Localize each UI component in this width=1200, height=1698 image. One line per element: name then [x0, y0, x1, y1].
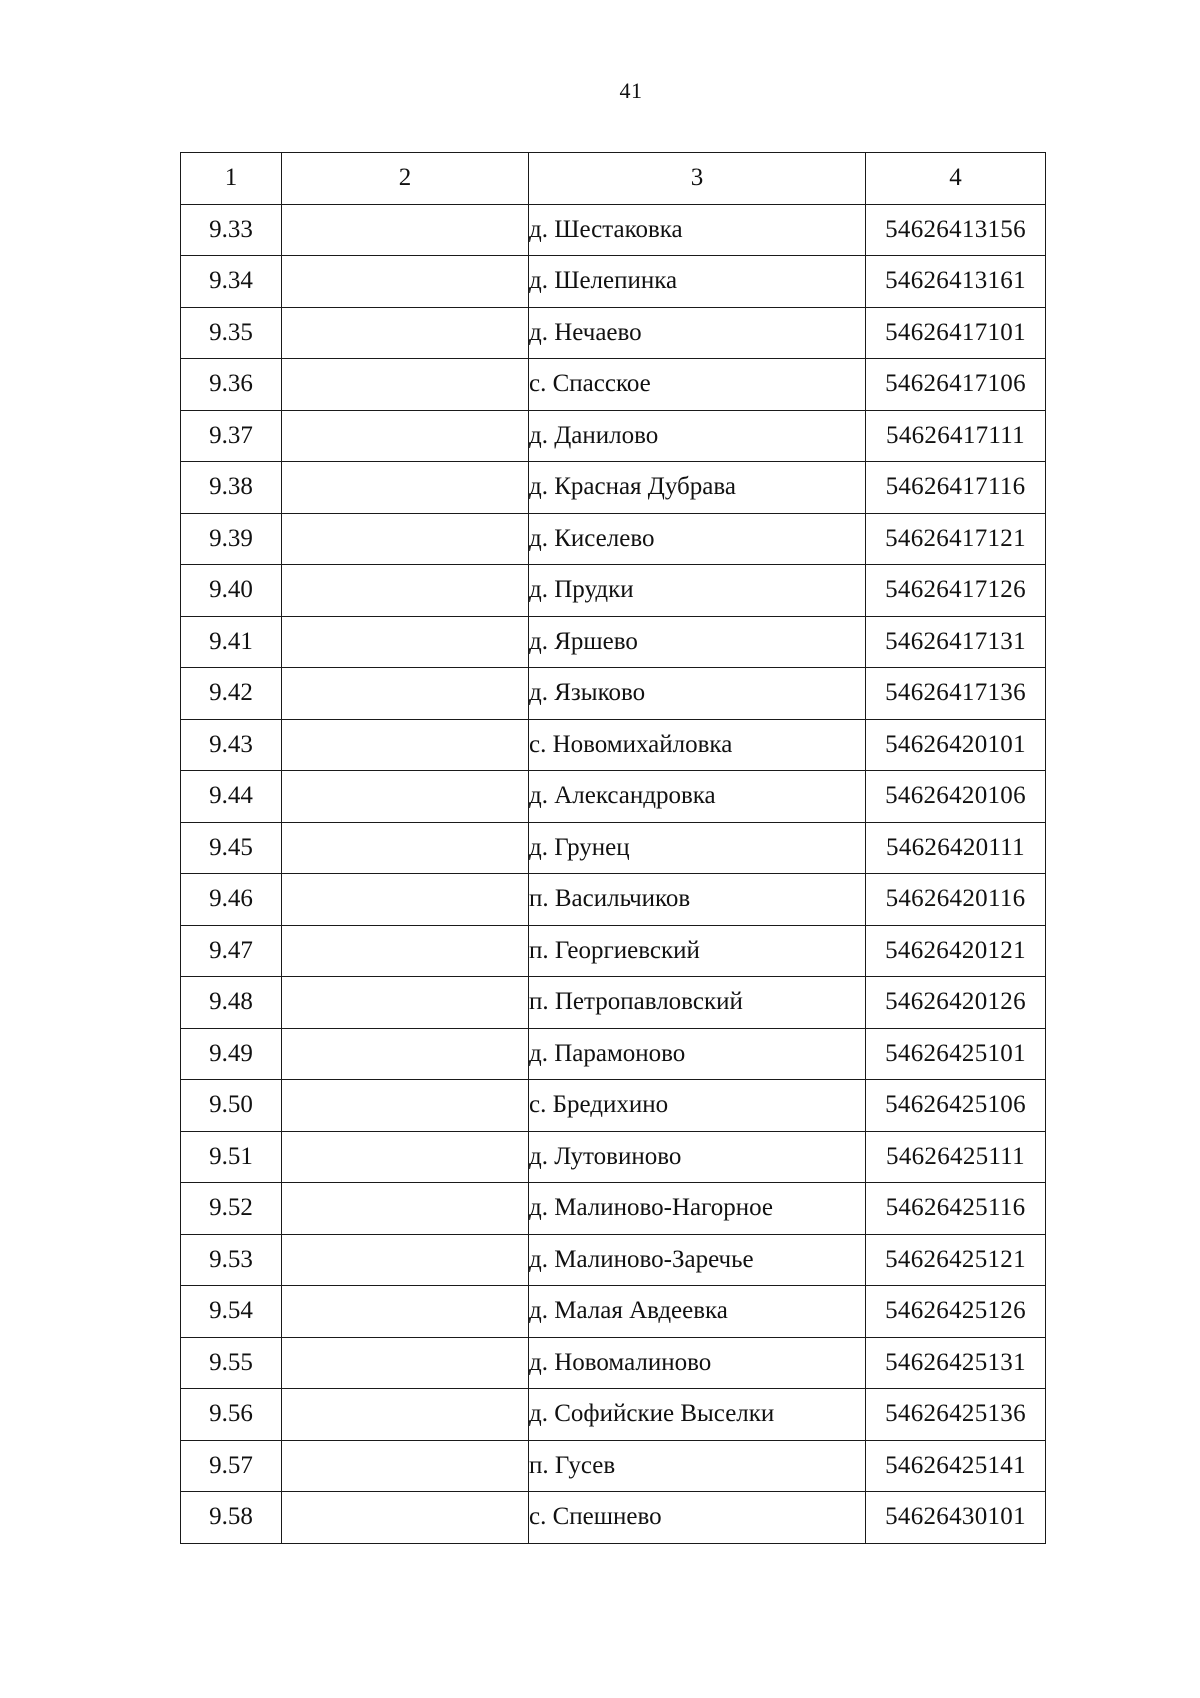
row-number: 9.50: [181, 1080, 282, 1132]
row-column-2: [282, 925, 529, 977]
settlement-name: с. Новомихайловка: [529, 719, 866, 771]
settlement-code: 54626425116: [866, 1183, 1046, 1235]
table-row: [181, 1028, 1046, 1080]
settlement-code: 54626417126: [866, 565, 1046, 617]
table-row: [181, 462, 1046, 514]
row-number: 9.44: [181, 771, 282, 823]
settlement-code: 54626417121: [866, 513, 1046, 565]
table-row: [181, 874, 1046, 926]
settlement-name: п. Петропавловский: [529, 977, 866, 1029]
row-column-2: [282, 1389, 529, 1441]
row-number: 9.37: [181, 410, 282, 462]
settlement-code: 54626420126: [866, 977, 1046, 1029]
row-column-2: [282, 874, 529, 926]
table-body: [181, 153, 1046, 1544]
row-column-2: [282, 462, 529, 514]
row-column-2: [282, 822, 529, 874]
table-row: [181, 565, 1046, 617]
settlement-code: 54626430101: [866, 1492, 1046, 1544]
table-row: [181, 668, 1046, 720]
header-cell-3: 3: [529, 153, 866, 205]
table-row: [181, 513, 1046, 565]
settlement-name: д. Прудки: [529, 565, 866, 617]
settlement-name: д. Киселево: [529, 513, 866, 565]
settlement-name: д. Александровка: [529, 771, 866, 823]
row-number: 9.57: [181, 1440, 282, 1492]
row-column-2: [282, 1080, 529, 1132]
row-number: 9.48: [181, 977, 282, 1029]
row-column-2: [282, 977, 529, 1029]
row-column-2: [282, 668, 529, 720]
settlement-name: д. Языково: [529, 668, 866, 720]
settlement-code: 54626417101: [866, 307, 1046, 359]
settlement-code: 54626417106: [866, 359, 1046, 411]
settlement-code: 54626420116: [866, 874, 1046, 926]
row-column-2: [282, 513, 529, 565]
header-cell-2: 2: [282, 153, 529, 205]
header-cell-4: 4: [866, 153, 1046, 205]
row-column-2: [282, 307, 529, 359]
settlement-code: 54626425111: [866, 1131, 1046, 1183]
row-column-2: [282, 616, 529, 668]
row-number: 9.38: [181, 462, 282, 514]
header-cell-1: 1: [181, 153, 282, 205]
table-row: [181, 204, 1046, 256]
page-number: 41: [619, 78, 643, 103]
table-row: [181, 1389, 1046, 1441]
row-number: 9.40: [181, 565, 282, 617]
settlement-code: 54626425106: [866, 1080, 1046, 1132]
row-number: 9.47: [181, 925, 282, 977]
settlement-name: д. Яршево: [529, 616, 866, 668]
table-row: [181, 1440, 1046, 1492]
row-column-2: [282, 1234, 529, 1286]
table-row: [181, 925, 1046, 977]
row-column-2: [282, 1337, 529, 1389]
row-number: 9.52: [181, 1183, 282, 1235]
row-column-2: [282, 359, 529, 411]
settlement-code: 54626425136: [866, 1389, 1046, 1441]
table-row: [181, 719, 1046, 771]
table-row: [181, 307, 1046, 359]
row-number: 9.43: [181, 719, 282, 771]
row-number: 9.53: [181, 1234, 282, 1286]
settlement-name: д. Новомалиново: [529, 1337, 866, 1389]
row-column-2: [282, 1286, 529, 1338]
settlement-name: п. Гусев: [529, 1440, 866, 1492]
table-row: [181, 256, 1046, 308]
settlement-name: д. Шелепинка: [529, 256, 866, 308]
settlement-code: 54626425131: [866, 1337, 1046, 1389]
table-row: [181, 822, 1046, 874]
table-row: [181, 359, 1046, 411]
settlement-code: 54626413161: [866, 256, 1046, 308]
table-row: [181, 977, 1046, 1029]
table-row: [181, 771, 1046, 823]
row-number: 9.49: [181, 1028, 282, 1080]
settlement-name: д. Шестаковка: [529, 204, 866, 256]
settlement-name: с. Спешнево: [529, 1492, 866, 1544]
row-column-2: [282, 1492, 529, 1544]
settlements-table: [180, 152, 1046, 1544]
settlement-code: 54626425121: [866, 1234, 1046, 1286]
row-number: 9.39: [181, 513, 282, 565]
settlement-name: д. Лутовиново: [529, 1131, 866, 1183]
row-column-2: [282, 1183, 529, 1235]
settlement-name: д. Нечаево: [529, 307, 866, 359]
row-number: 9.41: [181, 616, 282, 668]
settlement-code: 54626413156: [866, 204, 1046, 256]
row-column-2: [282, 204, 529, 256]
table-row: [181, 1131, 1046, 1183]
settlement-name: д. Красная Дубрава: [529, 462, 866, 514]
row-column-2: [282, 256, 529, 308]
settlement-code: 54626417116: [866, 462, 1046, 514]
table-header-row: [181, 153, 1046, 205]
settlement-code: 54626420106: [866, 771, 1046, 823]
table-row: [181, 616, 1046, 668]
row-column-2: [282, 719, 529, 771]
row-number: 9.45: [181, 822, 282, 874]
row-number: 9.51: [181, 1131, 282, 1183]
table-row: [181, 1337, 1046, 1389]
settlement-name: д. Малиново-Нагорное: [529, 1183, 866, 1235]
settlement-name: п. Васильчиков: [529, 874, 866, 926]
row-column-2: [282, 410, 529, 462]
settlement-name: п. Георгиевский: [529, 925, 866, 977]
settlement-code: 54626425101: [866, 1028, 1046, 1080]
row-number: 9.58: [181, 1492, 282, 1544]
row-column-2: [282, 1131, 529, 1183]
settlement-name: д. Парамоново: [529, 1028, 866, 1080]
row-column-2: [282, 771, 529, 823]
table-row: [181, 1492, 1046, 1544]
row-number: 9.56: [181, 1389, 282, 1441]
table-row: [181, 1183, 1046, 1235]
row-number: 9.34: [181, 256, 282, 308]
settlement-name: д. Грунец: [529, 822, 866, 874]
settlement-name: д. Малиново-Заречье: [529, 1234, 866, 1286]
settlement-code: 54626417111: [866, 410, 1046, 462]
table-row: [181, 410, 1046, 462]
row-column-2: [282, 1028, 529, 1080]
row-number: 9.54: [181, 1286, 282, 1338]
row-number: 9.36: [181, 359, 282, 411]
table-row: [181, 1080, 1046, 1132]
settlement-code: 54626425141: [866, 1440, 1046, 1492]
settlement-code: 54626420121: [866, 925, 1046, 977]
settlement-name: с. Бредихино: [529, 1080, 866, 1132]
row-number: 9.33: [181, 204, 282, 256]
row-column-2: [282, 1440, 529, 1492]
row-number: 9.46: [181, 874, 282, 926]
settlement-name: д. Софийские Выселки: [529, 1389, 866, 1441]
table-row: [181, 1286, 1046, 1338]
settlement-code: 54626417131: [866, 616, 1046, 668]
row-column-2: [282, 565, 529, 617]
settlement-name: с. Спасское: [529, 359, 866, 411]
settlement-code: 54626417136: [866, 668, 1046, 720]
settlement-code: 54626420101: [866, 719, 1046, 771]
row-number: 9.55: [181, 1337, 282, 1389]
table-row: [181, 1234, 1046, 1286]
settlement-name: д. Малая Авдеевка: [529, 1286, 866, 1338]
row-number: 9.35: [181, 307, 282, 359]
settlement-code: 54626425126: [866, 1286, 1046, 1338]
settlement-name: д. Данилово: [529, 410, 866, 462]
settlement-code: 54626420111: [866, 822, 1046, 874]
row-number: 9.42: [181, 668, 282, 720]
